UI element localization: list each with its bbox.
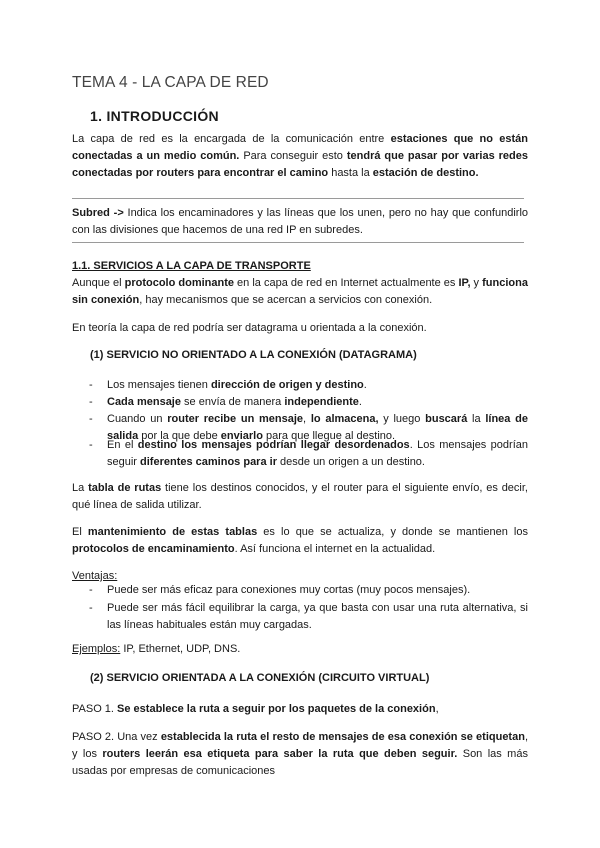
text-run: se envía de manera: [180, 396, 285, 408]
list-item: [107, 394, 528, 411]
text-run: .: [358, 396, 362, 408]
section-datagrama-heading: (1) SERVICIO NO ORIENTADO A LA CONEXIÓN (DATAGRAMA): [90, 349, 417, 361]
text-run: , y los: [72, 731, 528, 760]
text-run: Cuando un: [107, 413, 168, 425]
text-run: El: [72, 526, 88, 538]
paso2-paragraph: [72, 729, 528, 780]
text-run: en la capa de red en Internet actualmente es: [234, 277, 459, 289]
bullet-dash: -: [89, 584, 93, 596]
text-run: tabla de rutas: [88, 482, 162, 494]
list-item: Puede ser más eficaz para conexiones muy cortas (muy pocos mensajes).: [107, 584, 471, 596]
text-run: ,: [303, 413, 311, 425]
text-run: Para conseguir esto: [239, 150, 347, 162]
text-run: lo almacena,: [310, 413, 379, 425]
text-run: es lo que se actualiza, y donde se mantienen los: [257, 526, 528, 538]
mantenimiento-paragraph: [72, 524, 528, 558]
text-run: enviarlo: [220, 430, 263, 442]
text-run: . Los mensajes podrían seguir: [107, 439, 528, 468]
ejemplos-line: [72, 641, 240, 658]
divider-top: [72, 198, 524, 199]
bullet-dash: -: [89, 413, 93, 425]
text-run: establecida la ruta el resto de mensajes de esa conexión se etiquetan: [160, 731, 525, 743]
text-run: destino los mensajes podrían llegar desordenados: [137, 439, 410, 451]
text-run: y luego: [378, 413, 426, 425]
text-run: independiente: [284, 396, 359, 408]
subsection-heading-servicios: 1.1. SERVICIOS A LA CAPA DE TRANSPORTE: [72, 260, 311, 272]
section-heading-introduccion: 1. INTRODUCCIÓN: [90, 108, 219, 124]
ejemplos-label: Ejemplos:: [72, 643, 121, 655]
list-item: [107, 437, 528, 471]
text-run: En el: [107, 439, 138, 451]
servicios-paragraph: [72, 275, 528, 309]
text-run: la: [467, 413, 486, 425]
teoria-paragraph: En teoría la capa de red podría ser datagrama u orientada a la conexión.: [72, 322, 427, 334]
text-run: funciona sin conexión: [72, 277, 528, 306]
text-run: tendrá que pasar por varias redes conectadas por routers para encontrar el camino: [72, 150, 528, 179]
text-run: tiene los destinos conocidos, y el router para el siguiente envío, es decir, qué línea de salida utilizar.: [72, 482, 528, 511]
subred-text: Indica los encaminadores y las líneas que los unen, pero no hay que confundirlo con las divisiones que hacemos de una red IP en subredes.: [72, 207, 529, 236]
text-run: ,: [435, 703, 439, 715]
text-run: y: [470, 277, 483, 289]
text-run: IP,: [458, 277, 471, 289]
bullet-dash: -: [89, 439, 93, 451]
list-item: Puede ser más fácil equilibrar la carga, ya que basta con usar una ruta alternativa, si las líneas habituales están muy cargadas.: [107, 602, 528, 631]
text-run: diferentes caminos para ir: [140, 456, 277, 468]
ventajas-label: Ventajas:: [72, 570, 118, 582]
text-run: línea de salida: [107, 413, 528, 442]
text-run: La: [72, 482, 89, 494]
text-run: PASO 1.: [72, 703, 118, 715]
text-run: desde un origen a un destino.: [276, 456, 425, 468]
bullet-dash: -: [89, 379, 93, 391]
ejemplos-text: IP, Ethernet, UDP, DNS.: [120, 643, 241, 655]
text-run: protocolo dominante: [124, 277, 234, 289]
section-circuito-heading: (2) SERVICIO ORIENTADA A LA CONEXIÓN (CIRCUITO VIRTUAL): [90, 672, 430, 684]
text-run: , hay mecanismos que se acercan a servicios con conexión.: [139, 294, 433, 306]
subred-label: Subred ->: [72, 207, 124, 219]
text-run: dirección de origen y destino: [210, 379, 364, 391]
text-run: estaciones que no están conectadas a un medio común.: [72, 133, 529, 162]
text-run: .: [363, 379, 367, 391]
text-run: PASO 2. Una vez: [72, 731, 161, 743]
text-run: Los mensajes tienen: [107, 379, 211, 391]
text-run: . Así funciona el internet en la actualidad.: [234, 543, 436, 555]
text-run: Se establece la ruta a seguir por los paquetes de la conexión: [117, 703, 436, 715]
tabla-paragraph: [72, 480, 528, 514]
paso1-paragraph: [72, 701, 528, 718]
text-run: buscará: [425, 413, 468, 425]
bullet-dash: -: [89, 396, 93, 408]
text-run: hasta la: [328, 167, 373, 179]
text-run: router recibe un mensaje: [167, 413, 304, 425]
text-run: estación de destino.: [372, 167, 479, 179]
text-run: mantenimiento de estas tablas: [87, 526, 258, 538]
text-run: por la que debe: [138, 430, 221, 442]
text-run: para que llegue al destino.: [262, 430, 396, 442]
subred-note: [72, 205, 528, 239]
intro-paragraph: [72, 131, 528, 182]
text-run: La capa de red es la encargada de la comunicación entre: [72, 133, 391, 145]
text-run: Cada mensaje: [107, 396, 181, 408]
text-run: Aunque el: [72, 277, 125, 289]
divider-bottom: [72, 242, 524, 243]
list-item: [107, 377, 528, 394]
text-run: Son las más usadas por empresas de comunicaciones: [72, 748, 528, 777]
text-run: protocolos de encaminamiento: [72, 543, 235, 555]
bullet-dash: -: [89, 602, 93, 614]
page-title: TEMA 4 - LA CAPA DE RED: [72, 74, 269, 91]
text-run: routers leerán esa etiqueta para saber la ruta que deben seguir.: [102, 748, 458, 760]
